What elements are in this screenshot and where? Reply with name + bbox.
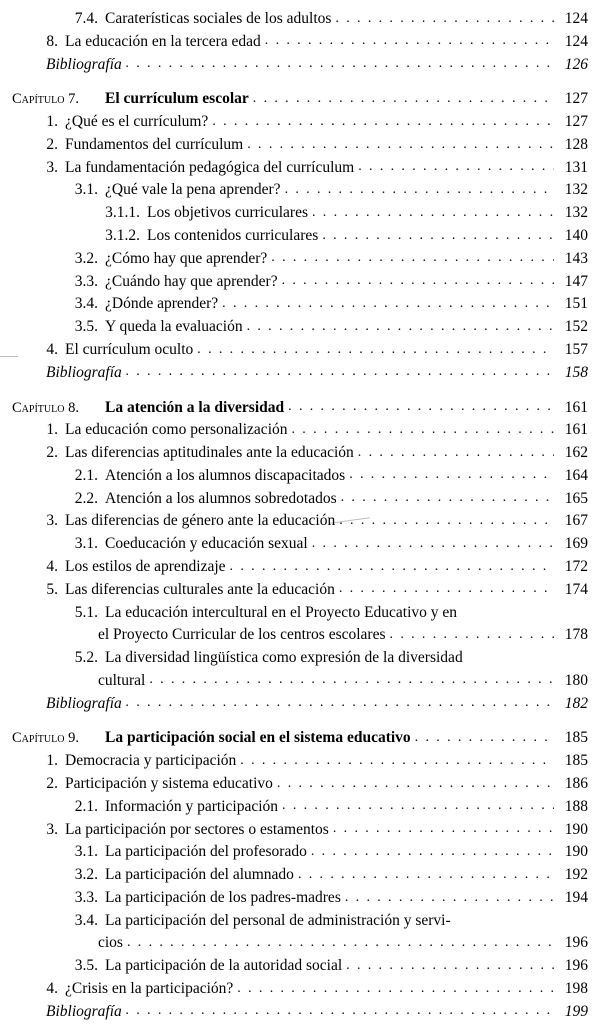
dot-leader — [127, 933, 554, 954]
dot-leader — [126, 54, 554, 75]
toc-chapter-title: El currículum escolar — [105, 90, 249, 108]
toc-chapter-entry[interactable] — [12, 727, 588, 750]
toc-entry-number: 2. — [46, 775, 58, 792]
toc-entry[interactable] — [12, 488, 588, 511]
toc-entry-number: 3.2. — [74, 249, 98, 267]
dot-leader — [222, 294, 554, 315]
toc-entry-page: 186 — [564, 775, 588, 792]
toc-entry[interactable] — [12, 442, 588, 465]
toc-entry-number: 7.4. — [74, 10, 98, 27]
toc-entry[interactable] — [12, 271, 588, 294]
toc-entry-page: 158 — [564, 363, 588, 381]
toc-entry[interactable] — [12, 750, 588, 773]
toc-entry-page: 132 — [564, 204, 588, 222]
toc-entry-number: 1. — [46, 421, 58, 439]
dot-leader — [285, 180, 554, 201]
toc-entry-number: 4. — [46, 557, 58, 575]
dot-leader — [212, 112, 554, 133]
toc-entry-page: 127 — [564, 90, 588, 108]
toc-entry-title: Los estilos de aprendizaje — [65, 557, 226, 575]
toc-entry-title: Fundamentos del currículum — [65, 135, 244, 153]
dot-leader — [282, 796, 554, 817]
toc-entry-number: 3.5. — [74, 957, 98, 975]
toc-entry-page: 131 — [564, 158, 588, 176]
toc-entry-number: 3.1. — [74, 181, 98, 199]
toc-entry-page: 127 — [564, 113, 588, 131]
toc-entry-page: 157 — [564, 340, 588, 358]
toc-entry-title: La educación intercultural en el Proyecto Educativo y en — [105, 603, 458, 621]
toc-entry-page: 174 — [564, 580, 588, 598]
dot-leader — [345, 888, 554, 909]
dot-leader — [333, 819, 554, 840]
toc-entry-title: ¿Cuándo hay que aprender? — [105, 272, 278, 290]
dot-leader — [346, 956, 554, 977]
dot-leader — [312, 534, 554, 555]
toc-entry-title: El currículum oculto — [65, 340, 194, 358]
toc-entry-title: La educación en la tercera edad — [65, 32, 261, 50]
toc-entry-page: 196 — [564, 934, 588, 952]
toc-entry-number: 4. — [46, 340, 58, 358]
toc-entry[interactable] — [12, 978, 588, 1001]
table-of-contents — [12, 8, 588, 1024]
toc-entry-page: 182 — [564, 694, 588, 712]
toc-entry-page: 190 — [564, 820, 588, 838]
toc-entry[interactable] — [12, 31, 588, 54]
toc-entry-page: 140 — [564, 227, 588, 245]
toc-entry[interactable] — [12, 955, 588, 978]
toc-chapter-label: Capítulo 7. — [12, 91, 79, 108]
toc-entry[interactable] — [12, 647, 588, 693]
toc-entry-page: 162 — [564, 444, 588, 462]
dot-leader — [415, 728, 554, 749]
toc-entry-page: 185 — [564, 752, 588, 770]
toc-entry[interactable] — [12, 819, 588, 842]
dot-leader — [312, 203, 554, 224]
dot-leader — [339, 579, 554, 600]
toc-entry-title: ¿Cómo hay que aprender? — [105, 249, 268, 267]
toc-entry-title: Coeducación y educación sexual — [105, 535, 308, 553]
toc-entry-number: 1. — [46, 113, 58, 131]
toc-entry-title-continued: el Proyecto Curricular de los centros escolares — [98, 626, 386, 644]
toc-entry[interactable] — [12, 248, 588, 271]
toc-entry-page: 152 — [564, 318, 588, 336]
toc-chapter-title: La participación social en el sistema educativo — [105, 729, 411, 747]
toc-entry[interactable] — [12, 602, 588, 648]
toc-entry-title: La participación de la autoridad social — [105, 957, 343, 975]
toc-entry-page: 128 — [564, 135, 588, 153]
toc-chapter-entry[interactable] — [12, 397, 588, 420]
toc-chapter-label: Capítulo 9. — [12, 730, 79, 747]
dot-leader — [335, 9, 554, 30]
dot-leader — [271, 248, 554, 269]
dot-leader — [358, 443, 554, 464]
dot-leader — [322, 226, 554, 247]
toc-entry-title: Participación y sistema educativo — [65, 775, 273, 792]
toc-entry-number: 3.2. — [74, 866, 98, 884]
dot-leader — [126, 362, 554, 383]
toc-chapter-entry[interactable] — [12, 88, 588, 111]
toc-entry-title: Atención a los alumnos discapacitados — [105, 466, 346, 484]
toc-entry[interactable] — [12, 225, 588, 248]
toc-entry[interactable] — [12, 556, 588, 579]
toc-entry[interactable] — [12, 419, 588, 442]
toc-bibliography-entry[interactable] — [12, 1001, 588, 1024]
toc-entry-number: 2.2. — [74, 489, 98, 507]
toc-entry-title: ¿Dónde aprender? — [105, 295, 219, 313]
toc-entry-page: 164 — [564, 466, 588, 484]
toc-entry[interactable] — [12, 533, 588, 556]
toc-entry-number: 3.1.1. — [105, 204, 140, 222]
toc-entry-title: ¿Crisis en la participación? — [65, 980, 234, 998]
dot-leader — [230, 557, 554, 578]
toc-entry-page: 188 — [564, 797, 588, 815]
toc-entry[interactable] — [12, 8, 588, 31]
toc-entry-title: ¿Qué vale la pena aprender? — [105, 181, 281, 199]
toc-entry-number: 2. — [46, 135, 58, 153]
toc-entry-title: La participación de los padres-madres — [105, 888, 341, 906]
toc-entry-number: 3.1.2. — [105, 227, 140, 245]
toc-entry-title: Bibliografía — [46, 55, 122, 73]
toc-entry-page: 165 — [564, 489, 588, 507]
toc-entry-number: 3.1. — [74, 843, 98, 861]
toc-entry-number: 5. — [46, 580, 58, 598]
toc-entry-number: 3. — [46, 158, 58, 176]
toc-entry-number: 3.1. — [74, 535, 98, 553]
dot-leader — [247, 135, 554, 156]
toc-entry-number: 2. — [46, 444, 58, 462]
toc-entry-title: Bibliografía — [46, 1002, 122, 1020]
toc-entry-title: La fundamentación pedagógica del currículum — [65, 158, 355, 176]
toc-entry-number: 3.3. — [74, 888, 98, 906]
dot-leader — [358, 157, 554, 178]
toc-entry[interactable] — [12, 773, 588, 796]
toc-entry-page: 167 — [564, 512, 588, 530]
toc-entry[interactable] — [12, 316, 588, 339]
toc-entry[interactable] — [12, 864, 588, 887]
toc-entry-page: 169 — [564, 535, 588, 553]
toc-entry[interactable] — [12, 202, 588, 225]
toc-bibliography-entry[interactable] — [12, 362, 588, 385]
toc-entry-page: 198 — [564, 980, 588, 998]
toc-entry-title: La participación por sectores o estamentos — [65, 820, 329, 838]
toc-entry-page: 161 — [564, 398, 588, 416]
toc-entry-title: ¿Qué es el currículum? — [65, 113, 209, 131]
toc-entry-number: 3.4. — [74, 295, 98, 313]
toc-entry-page: 161 — [564, 421, 588, 439]
toc-entry-page: 151 — [564, 295, 588, 313]
toc-entry-title: Las diferencias aptitudinales ante la educación — [65, 444, 354, 462]
toc-entry-title: Las diferencias culturales ante la educación — [65, 580, 335, 598]
dot-leader — [247, 317, 554, 338]
toc-entry[interactable] — [12, 579, 588, 602]
toc-entry-page: 192 — [564, 866, 588, 884]
toc-bibliography-entry[interactable] — [12, 693, 588, 716]
dot-leader — [240, 751, 554, 772]
dot-leader — [277, 774, 554, 795]
dot-leader — [288, 397, 554, 418]
toc-entry-page: 126 — [564, 55, 588, 73]
toc-entry-title: Bibliografía — [46, 694, 122, 712]
toc-entry-page: 178 — [564, 626, 588, 644]
toc-entry[interactable] — [12, 465, 588, 488]
toc-entry-page: 199 — [564, 1002, 588, 1020]
toc-entry-title: La participación del profesorado — [105, 843, 307, 861]
toc-entry[interactable] — [12, 157, 588, 180]
dot-leader — [126, 693, 554, 714]
toc-entry-number: 1. — [46, 752, 58, 770]
toc-entry-number: 2.1. — [74, 466, 98, 484]
toc-entry-number: 3. — [46, 512, 58, 530]
toc-entry[interactable] — [12, 339, 588, 362]
toc-entry-page: 190 — [564, 843, 588, 861]
toc-entry-title-continued: cios — [98, 934, 123, 952]
toc-entry-title: La educación como personalización — [65, 421, 288, 439]
toc-entry-title: La diversidad lingüística como expresión de la diversidad — [105, 649, 463, 667]
toc-entry-number: 2.1. — [74, 797, 98, 815]
toc-entry-page: 185 — [564, 729, 588, 747]
toc-entry-title: La participación del alumnado — [105, 866, 294, 884]
toc-entry-page: 143 — [564, 249, 588, 267]
toc-entry[interactable] — [12, 510, 588, 533]
toc-entry[interactable] — [12, 910, 588, 956]
toc-entry-page: 124 — [564, 32, 588, 50]
toc-entry[interactable] — [12, 796, 588, 819]
dot-leader — [349, 465, 554, 486]
dot-leader — [341, 488, 554, 509]
dot-leader — [311, 842, 554, 863]
toc-entry-page: 147 — [564, 272, 588, 290]
dot-leader — [292, 420, 555, 441]
toc-entry-page: 172 — [564, 557, 588, 575]
toc-entry[interactable] — [12, 111, 588, 134]
dot-leader — [390, 625, 554, 646]
toc-entry-title: Bibliografía — [46, 363, 122, 381]
dot-leader — [282, 271, 554, 292]
toc-entry-number: 5.2. — [74, 649, 98, 667]
toc-entry-title: Y queda la evaluación — [105, 318, 243, 336]
dot-leader — [237, 979, 554, 1000]
toc-entry[interactable] — [12, 887, 588, 910]
toc-entry-number: 4. — [46, 980, 58, 998]
toc-entry[interactable] — [12, 134, 588, 157]
dot-leader — [253, 89, 554, 110]
toc-entry-number: 3. — [46, 820, 58, 838]
toc-chapter-label: Capítulo 8. — [12, 399, 79, 416]
toc-entry-title: Atención a los alumnos sobredotados — [105, 489, 337, 507]
toc-entry-page: 132 — [564, 181, 588, 199]
toc-entry-page: 180 — [564, 671, 588, 689]
toc-entry-number: 5.1. — [74, 603, 98, 621]
toc-entry-number: 8. — [46, 32, 58, 50]
toc-chapter-title: La atención a la diversidad — [105, 398, 285, 416]
toc-entry-title: Las diferencias de género ante la educación — [65, 512, 336, 530]
toc-entry-title: Los contenidos curriculares — [147, 227, 319, 245]
dot-leader — [265, 31, 554, 52]
toc-entry-title: La participación del personal de administración y servi- — [105, 911, 451, 929]
toc-entry[interactable] — [12, 179, 588, 202]
toc-entry-title-continued: cultural — [98, 671, 146, 689]
toc-entry-page: 196 — [564, 957, 588, 975]
toc-entry-title: Caraterísticas sociales de los adultos — [105, 10, 332, 27]
toc-entry-number: 3.3. — [74, 272, 98, 290]
toc-entry-page: 194 — [564, 888, 588, 906]
toc-entry-title: Democracia y participación — [65, 752, 237, 770]
toc-entry-title: Información y participación — [105, 797, 279, 815]
dot-leader — [149, 670, 554, 691]
toc-entry[interactable] — [12, 293, 588, 316]
dot-leader — [298, 865, 554, 886]
toc-entry-page: 124 — [564, 10, 588, 27]
toc-entry-title: Los objetivos curriculares — [147, 204, 308, 222]
dot-leader — [126, 1001, 554, 1022]
toc-entry-number: 3.4. — [74, 911, 98, 929]
dot-leader — [339, 511, 554, 532]
dot-leader — [197, 340, 554, 361]
toc-bibliography-entry[interactable] — [12, 54, 588, 77]
toc-entry-number: 3.5. — [74, 318, 98, 336]
